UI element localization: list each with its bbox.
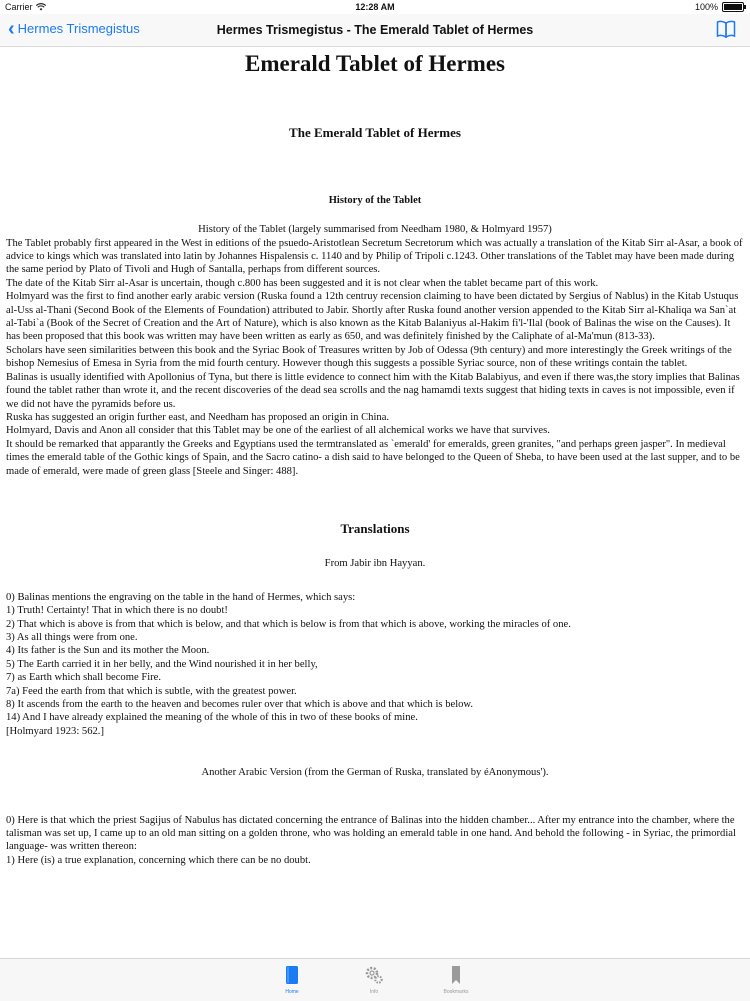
history-paragraph: The Tablet probably first appeared in the West in editions of the psuedo-Aristotlean Secretum Secretorum which was actually a translation of the Kitab Sirr al-Asar, a book of advice to kings which was translated into latin by Johannes Hispalensis c. 1140 and by Philip of Tripoli c.1243. Other translations of the Tablet may have been made during the same period by Plato of Tivoli and Hugh of Santalla, perhaps from different sources. <box>6 237 743 276</box>
back-button-label: Hermes Trismegistus <box>17 21 140 36</box>
section-heading: The Emerald Tablet of Hermes <box>289 125 461 141</box>
tab-home-label: Home <box>285 989 299 995</box>
text-line: 7) as Earth which shall become Fire. <box>6 672 162 684</box>
text-line: 0) Here is that which the priest Sagijus of Nabulus has dictated concerning the entrance of Balinas into the hidden chamber... After my entrance into the chamber, where the talisman was set up, I came up to an old man sitting on a golden throne, who was holding an emerald table in one hand. And behold the following - in Syriac, the primordial language- was written thereon: <box>6 814 736 853</box>
tab-info-label: Info <box>369 989 379 995</box>
text-line: 4) Its father is the Sun and its mother the Moon. <box>6 645 210 657</box>
book-icon[interactable] <box>716 20 736 43</box>
text-line: 0) Balinas mentions the engraving on the table in the hand of Hermes, which says: <box>6 591 356 603</box>
text-line: 7a) Feed the earth from that which is subtle, with the greatest power. <box>6 685 297 697</box>
text-line: 5) The Earth carried it in her belly, and the Wind nourished it in her belly, <box>6 658 318 670</box>
tab-bar <box>0 958 750 1001</box>
navigation-bar <box>0 14 750 47</box>
carrier-label: Carrier <box>5 2 33 12</box>
tab-info[interactable] <box>344 965 404 995</box>
text-line: [Holmyard 1923: 562.] <box>6 725 104 737</box>
jabir-heading: From Jabir ibn Hayyan. <box>324 558 426 570</box>
history-paragraph: It should be remarked that apparantly the Greeks and Egyptians used the termtranslated as `emerald' for emeralds, green granites, "and perhaps green jasper". In medieval times the emerald table of the Gothic kings of Spain, and the Sacro catino- a dish said to have belonged to the Queen of Sheba, to have been used at the last supper, and to be made of emerald, were made of green glass [Steele and Singer: 488]. <box>6 438 740 477</box>
history-paragraph: Scholars have seen similarities between this book and the Syriac Book of Treasures written by Job of Odessa (9th century) and more interestingly the Greek writings of the bishop Nemesius of Emesa in Syria from the mid fourth century. However though this suggests a possible Syriac source, non of these writings contain the tablet. <box>6 344 732 370</box>
translations-heading: Translations <box>340 520 410 536</box>
text-line: 3) As all things were from one. <box>6 631 138 643</box>
battery-icon <box>722 2 744 12</box>
history-paragraph: Holmyard, Davis and Anon all consider that this Tablet may be one of the earliest of all alchemical works we have that survives. <box>6 425 550 437</box>
history-paragraph: Holmyard was the first to find another early arabic version (Ruska found a 12th centruy recension claiming to have been dictated by Sergius of Nablus) in the Kitab Ustuqus al-Uss al-Thani (Second Book of the Elements of Foundation) attributed to Jabir. Shortly after Ruska found another version appended to the Kitab Sirr al-Khaliqa wa San`at al-Tabi`a (Book of the Secret of Creation and the Art of Nature), which is also known as the Kitab Balaniyus al-Hakim fi'l-'Ilal (book of Balinas the wise on the Causes). It has been proposed that this book was written may have been written as early as 650, and was definitely finished by the Caliphate of al-Ma'mun (813-33). <box>6 291 739 343</box>
history-intro: History of the Tablet (largely summarised from Needham 1980, & Holmyard 1957) <box>198 224 552 236</box>
history-paragraph: Balinas is usually identified with Apollonius of Tyna, but there is little evidence to connect him with the Kitab Balabiyus, and even if there was,the story implies that Balinas found the tablet rather than wrote it, and the recent discoveries of the dead sea scrolls and the nag hamamdi texts suggest that hiding texts in caves is not impossible, even if we did not have the pyramids before us. <box>6 371 740 410</box>
text-line: 8) It ascends from the earth to the heaven and becomes ruler over that which is above and that which is below. <box>6 699 474 710</box>
text-line: 1) Here (is) a true explanation, concerning which there can be no doubt. <box>6 854 311 866</box>
document-view[interactable] <box>0 47 750 958</box>
tab-bookmarks-label: Bookmarks <box>443 989 469 995</box>
arabic-version-heading: Another Arabic Version (from the German of Ruska, translated by éAnonymous'). <box>201 767 549 779</box>
book-tab-icon <box>285 965 299 985</box>
history-paragraph: Ruska has suggested an origin further east, and Needham has proposed an origin in China. <box>6 411 390 423</box>
arabic-text <box>6 814 744 868</box>
battery-percent: 100% <box>694 2 718 12</box>
page-title: Hermes Trismegistus - The Emerald Tablet of Hermes <box>216 23 534 37</box>
document-title: Emerald Tablet of Hermes <box>245 51 505 76</box>
text-line: 2) That which is above is from that which is below, and that which is below is from that which is above, working the miracles of one. <box>6 618 571 630</box>
status-time: 12:28 AM <box>355 2 395 12</box>
tab-home[interactable] <box>262 965 322 995</box>
status-bar <box>0 0 750 14</box>
chevron-left-icon: ‹ <box>8 17 15 40</box>
jabir-text <box>6 591 744 738</box>
bookmark-icon <box>450 965 462 985</box>
history-paragraph: The date of the Kitab Sirr al-Asar is uncertain, though c.800 has been suggested and it is not clear when the tablet became part of this work. <box>6 277 599 289</box>
tab-bookmarks[interactable] <box>426 965 486 995</box>
text-line: 1) Truth! Certainty! That in which there is no doubt! <box>6 605 228 617</box>
gear-icon <box>364 965 384 985</box>
text-line: 14) And I have already explained the meaning of the whole of this in two of these books of mine. <box>6 712 418 724</box>
history-heading: History of the Tablet <box>328 194 422 206</box>
